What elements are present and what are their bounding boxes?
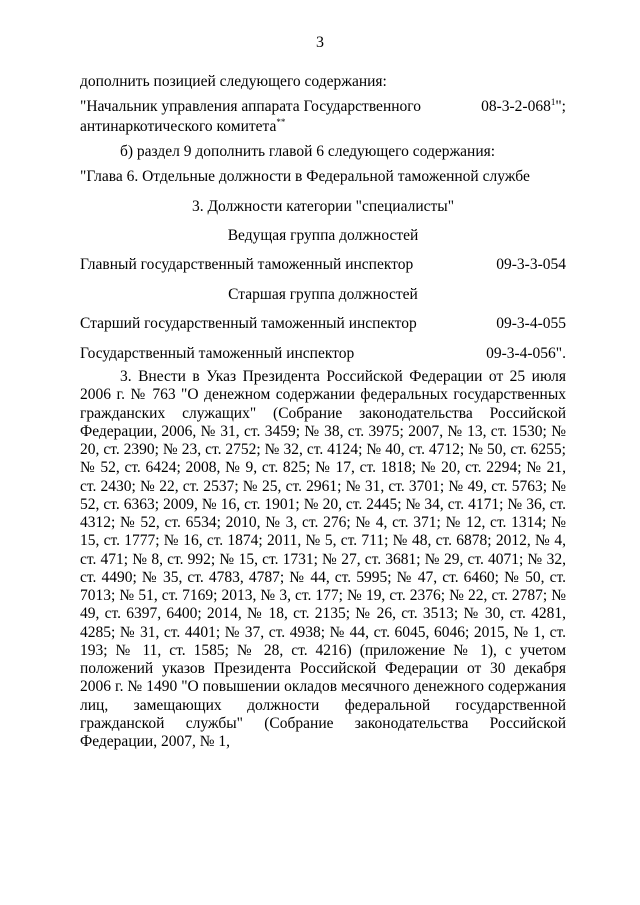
intro-line: дополнить позицией следующего содержания: [80,73,387,90]
chapter-title: "Глава 6. Отдельные должности в Федеральной таможенной службе [80,168,530,185]
position-code: 09-3-3-054 [496,256,566,273]
page-number: 3 [316,34,324,51]
position-code: 09-3-4-056". [486,345,566,362]
position-code: 09-3-4-055 [496,315,566,332]
position-code: $08-3-2-068^1$"; [481,96,566,115]
group-heading-lead: Ведущая группа должностей [227,227,419,244]
position-row [80,314,566,334]
position-entry [80,97,566,117]
item-b: б) раздел 9 дополнить главой 6 следующего содержания: [120,143,496,160]
paragraph-3: 3. Внести в Указ Президента Российской Федерации от 25 июля 2006 г. № 763 "О денежном содержании федеральных государственных гражданских служащих" (Собрание законодательства Российской Федерации, 2006, № 31, ст. 3459; № 38, ст. 3975; 2007, № 13, ст. 1530; № 20, ст. 2390; № 23, ст. 2752; № 32, ст. 4124; № 40, ст. 4712; № 50, ст. 6255; № 52, ст. 6424; 2008, № 9, ст. 825; № 17, ст. 1818; № 20, ст. 2294; № 21, ст. 2430; № 22, ст. 2537; № 25, ст. 2961; № 31, ст. 3701; № 49, ст. 5763; № 52, ст. 6363; 2009, № 16, ст. 1901; № 20, ст. 2445; № 34, ст. 4171; № 36, ст. 4312; № 52, ст. 6534; 2010, № 3, ст. 276; № 4, ст. 371; № 12, ст. 1314; № 15, ст. 1777; № 16, ст. 1874; 2011, № 5, ст. 711; № 48, ст. 6878; 2012, № 4, ст. 471; № 8, ст. 992; № 15, ст. 1731; № 27, ст. 3681; № 29, ст. 4071; № 32, ст. 4490; № 35, ст. 4783, 4787; № 44, ст. 5995; № 47, ст. 6460; № 50, ст. 7013; № 51, ст. 7169; 2013, № 3, ст. 177; № 19, ст. 2376; № 22, ст. 2787; № 49, ст. 6397, 6400; 2014, № 18, ст. 2135; № 26, ст. 3513; № 30, ст. 4281, 4285; № 31, ст. 4401; № 37, ст. 4938; № 44, ст. 6045, 6046; 2015, № 1, ст. 193; № 11, ст. 1585; № 28, ст. 4216) (приложение № 1), с учетом положений указов Президента Российской Федерации от 30 декабря 2006 г. № 1490 "О повышении окладов месячного денежного содержания лиц, замещающих должности федеральной государственной гражданской службы" (Собрание законодательства Российской Федерации, 2007, № 1, [80,368,566,750]
position-row [80,344,566,364]
position-title: Главный государственный таможенный инспектор [80,256,414,273]
group-heading-senior: Старшая группа должностей [228,286,418,303]
position-row [80,255,566,275]
position-title: Государственный таможенный инспектор [80,345,355,362]
section-title: 3. Должности категории "специалисты" [191,198,455,215]
position-title-line2: антинаркотического комитета** [80,116,286,135]
position-title-line1: "Начальник управления аппарата Государственного [80,98,421,115]
position-title: Старший государственный таможенный инспектор [80,315,417,332]
